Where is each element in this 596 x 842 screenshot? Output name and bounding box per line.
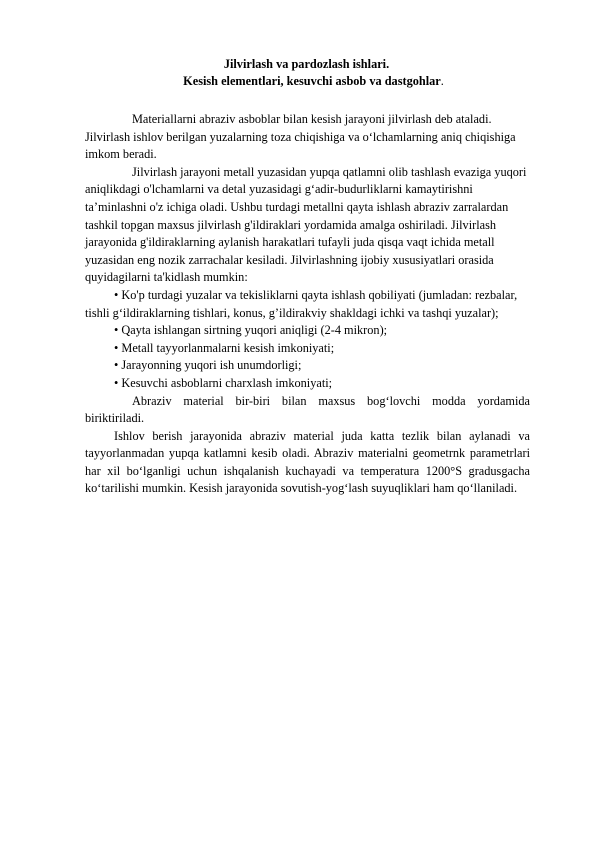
bullet-item: • Qayta ishlangan sirtning yuqori aniqligi (2-4 mikron); [114, 323, 388, 338]
title-line-2-period: . [440, 74, 444, 88]
title-line-1: Jilvirlash va pardozlash ishlari. [223, 57, 390, 71]
bullet-item: • Metall tayyorlanmalarni kesish imkoniyati; [114, 340, 335, 355]
bullet-item: • Ko'p turdagi yuzalar va tekisliklarni qayta ishlash qobiliyati (jumladan: rezbalar, tishli g‘ildiraklarning tishlari, konus, g’ildirakviy shakldagi ichki va tashqi yuzalar); [85, 287, 518, 320]
paragraph-grinding-process: Ishlov berish jarayonida abraziv material juda katta tezlik bilan aylanadi va tayyorlanmadan yupqa katlamni kesib oladi. Abraziv materialni geometrnk parametrlari har xil bo‘lganligi uchun ishqalanish kuchayadi va temperatura 1200°S gradusgacha ko‘tarilishi mumkin. Kesish jarayonida sovutish-yog‘lash suyuqliklari ham qo‘llaniladi. [85, 428, 530, 496]
document-title [85, 56, 528, 90]
paragraph-definition: Materiallarni abraziv asboblar bilan kesish jarayoni jilvirlash deb ataladi. Jilvirlash ishlov berilgan yuzalarning toza chiqishiga va o‘lchamlarning aniq chiqishiga imkom beradi. [85, 112, 516, 162]
bullet-item: • Kesuvchi asboblarni charxlash imkoniyati; [114, 375, 333, 390]
paragraph-process: Jilvirlash jarayoni metall yuzasidan yupqa qatlamni olib tashlash evaziga yuqori aniqlikdagi o'lchamlarni va detal yuzasidagi g‘adir-budurliklarni kamaytirishni ta’minlashni o'z ichiga oladi. Ushbu turdagi metallni qayta ishlash abraziv zarralardan tashkil topgan maxsus jilvirlash g'ildiraklari yordamida amalga oshiriladi. Jilvirlash jarayonida g'ildiraklarning aylanish harakatlari tufayli juda qisqa vaqt ichida metall yuzasidan eng nozik zarrachalar kesiladi. Jilvirlashning ijobiy xususiyatlari orasida quyidagilarni ta'kidlash mumkin: [85, 164, 527, 285]
title-line-2-text: Kesish elementlari, kesuvchi asbob va dastgohlar [183, 74, 441, 88]
paragraph-binding: Abraziv material bir-biri bilan maxsus bog‘lovchi modda yordamida biriktiriladi. [85, 393, 530, 426]
document-body [85, 111, 530, 498]
title-line-2 [85, 73, 528, 90]
bullet-item: • Jarayonning yuqori ish unumdorligi; [114, 358, 302, 373]
